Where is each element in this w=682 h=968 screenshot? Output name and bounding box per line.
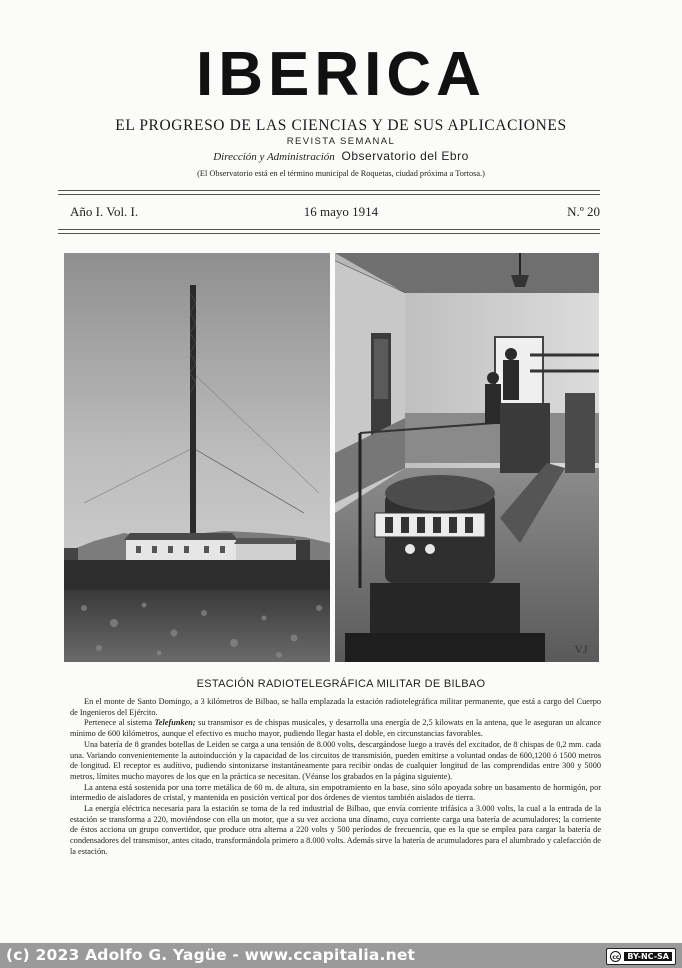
antenna-tower-photo bbox=[64, 253, 330, 662]
direction-label: Dirección y Administración bbox=[213, 151, 335, 163]
header-rule-top-2 bbox=[58, 194, 600, 195]
observatory-name: Observatorio del Ebro bbox=[341, 149, 469, 163]
radio-station-interior-photo bbox=[335, 253, 599, 662]
observatory-location: (El Observatorio está en el término municipal de Roquetas, ciudad próxima a Tortosa.) bbox=[197, 169, 485, 178]
issue-date: 16 mayo 1914 bbox=[303, 204, 379, 219]
magazine-title: IBERICA bbox=[196, 40, 486, 109]
article-title: ESTACIÓN RADIOTELEGRÁFICA MILITAR DE BILBAO bbox=[196, 678, 486, 690]
article-paragraph-2 bbox=[70, 718, 601, 739]
copyright-footer bbox=[0, 943, 682, 968]
paragraph-2-rest: su transmisor es de chispas musicales, y desarrolla una energía de 2,5 kilowats en la antena, que le aseguran un alcance mínimo de 600 kilómetros, aunque el efectivo es mucho mayor, pudiendo llegar hasta el doble, en circunstancias favorables. bbox=[70, 718, 602, 739]
paragraph-2-lead: Pertenece al sistema bbox=[84, 718, 155, 728]
issue-number: N.º 20 bbox=[567, 204, 600, 219]
header-rule-bottom bbox=[58, 229, 600, 230]
article-paragraph-4: La antena está sostenida por una torre metálica de 60 m. de altura, sin empotramiento en la base, sino sólo apoyada sobre un basamento de hormigón, por intermedio de aisladores de cristal, y mantenida en posición vertical por dos órdenes de vientos también aislados de tierra. bbox=[70, 782, 601, 803]
svg-text:VJ: VJ bbox=[574, 642, 588, 656]
cc-license-icon: cc bbox=[610, 951, 621, 962]
header-rule-bottom-2 bbox=[58, 233, 600, 234]
article-paragraph-1: En el monte de Santo Domingo, a 3 kilómetros de Bilbao, se halla emplazada la estación radiotelegráfica militar permanente, que está a cargo del Cuerpo de Ingenieros del Ejército. bbox=[70, 697, 601, 717]
copyright-text: (c) 2023 Adolfo G. Yagüe - www.ccapitalia.net bbox=[6, 946, 416, 964]
issue-year-volume: Año I. Vol. I. bbox=[70, 204, 139, 219]
radio-station-interior-illustration bbox=[335, 253, 599, 662]
article-paragraph-3: Una batería de 8 grandes botellas de Leiden se carga a una tensión de 8.000 volts, descargándose luego a través del excitador, de 8 chispas de 0,2 mm. cada una. Variando convenientemente la autoinducción y la capacidad de los circuitos de transmisión, pueden emitirse a voluntad ondas de 600,1200 ó 1500 metros de longitud. El receptor es audítivo, pudiendo sintonizarse instantáneamente para recibir ondas de cualquier longitud de las comprendidas entre 300 y 5000 metros, límites mucho mayores de los que en la práctica se necesitan. (Véanse los grabados en la página siguiente). bbox=[70, 739, 601, 781]
publication-frequency: REVISTA SEMANAL bbox=[286, 136, 396, 147]
telefunken-emphasis: Telefunken; bbox=[154, 718, 196, 728]
license-label: BY-NC-SA bbox=[624, 952, 672, 961]
magazine-subtitle: EL PROGRESO DE LAS CIENCIAS Y DE SUS APLICACIONES bbox=[115, 117, 567, 134]
article-body bbox=[70, 697, 601, 858]
cc-license-badge[interactable] bbox=[606, 948, 676, 965]
antenna-tower-photo-illustration bbox=[64, 253, 330, 662]
article-paragraph-5: La energía eléctrica necesaria para la estación se toma de la red industrial de Bilbao, que envía corriente trifásica a 3.000 volts, la cual a la entrada de la estación se transforma a 220, moviéndose con ella un motor, que a su vez acciona una dínamo, cuya corriente carga una batería de acumuladores; la corriente de éstos acciona un grupo convertidor, que produce otra alterna a 220 volts y 500 períodos de frecuencia, que es la que se emplea para cargar la batería de condensadores del transmisor, antes citado, transformándola primero a 8.000 volts. Además sirve la batería de acumuladores para el alumbrado y calefacción de la estación. bbox=[70, 804, 601, 856]
header-rule-top bbox=[58, 190, 600, 191]
direction-line bbox=[0, 149, 682, 163]
